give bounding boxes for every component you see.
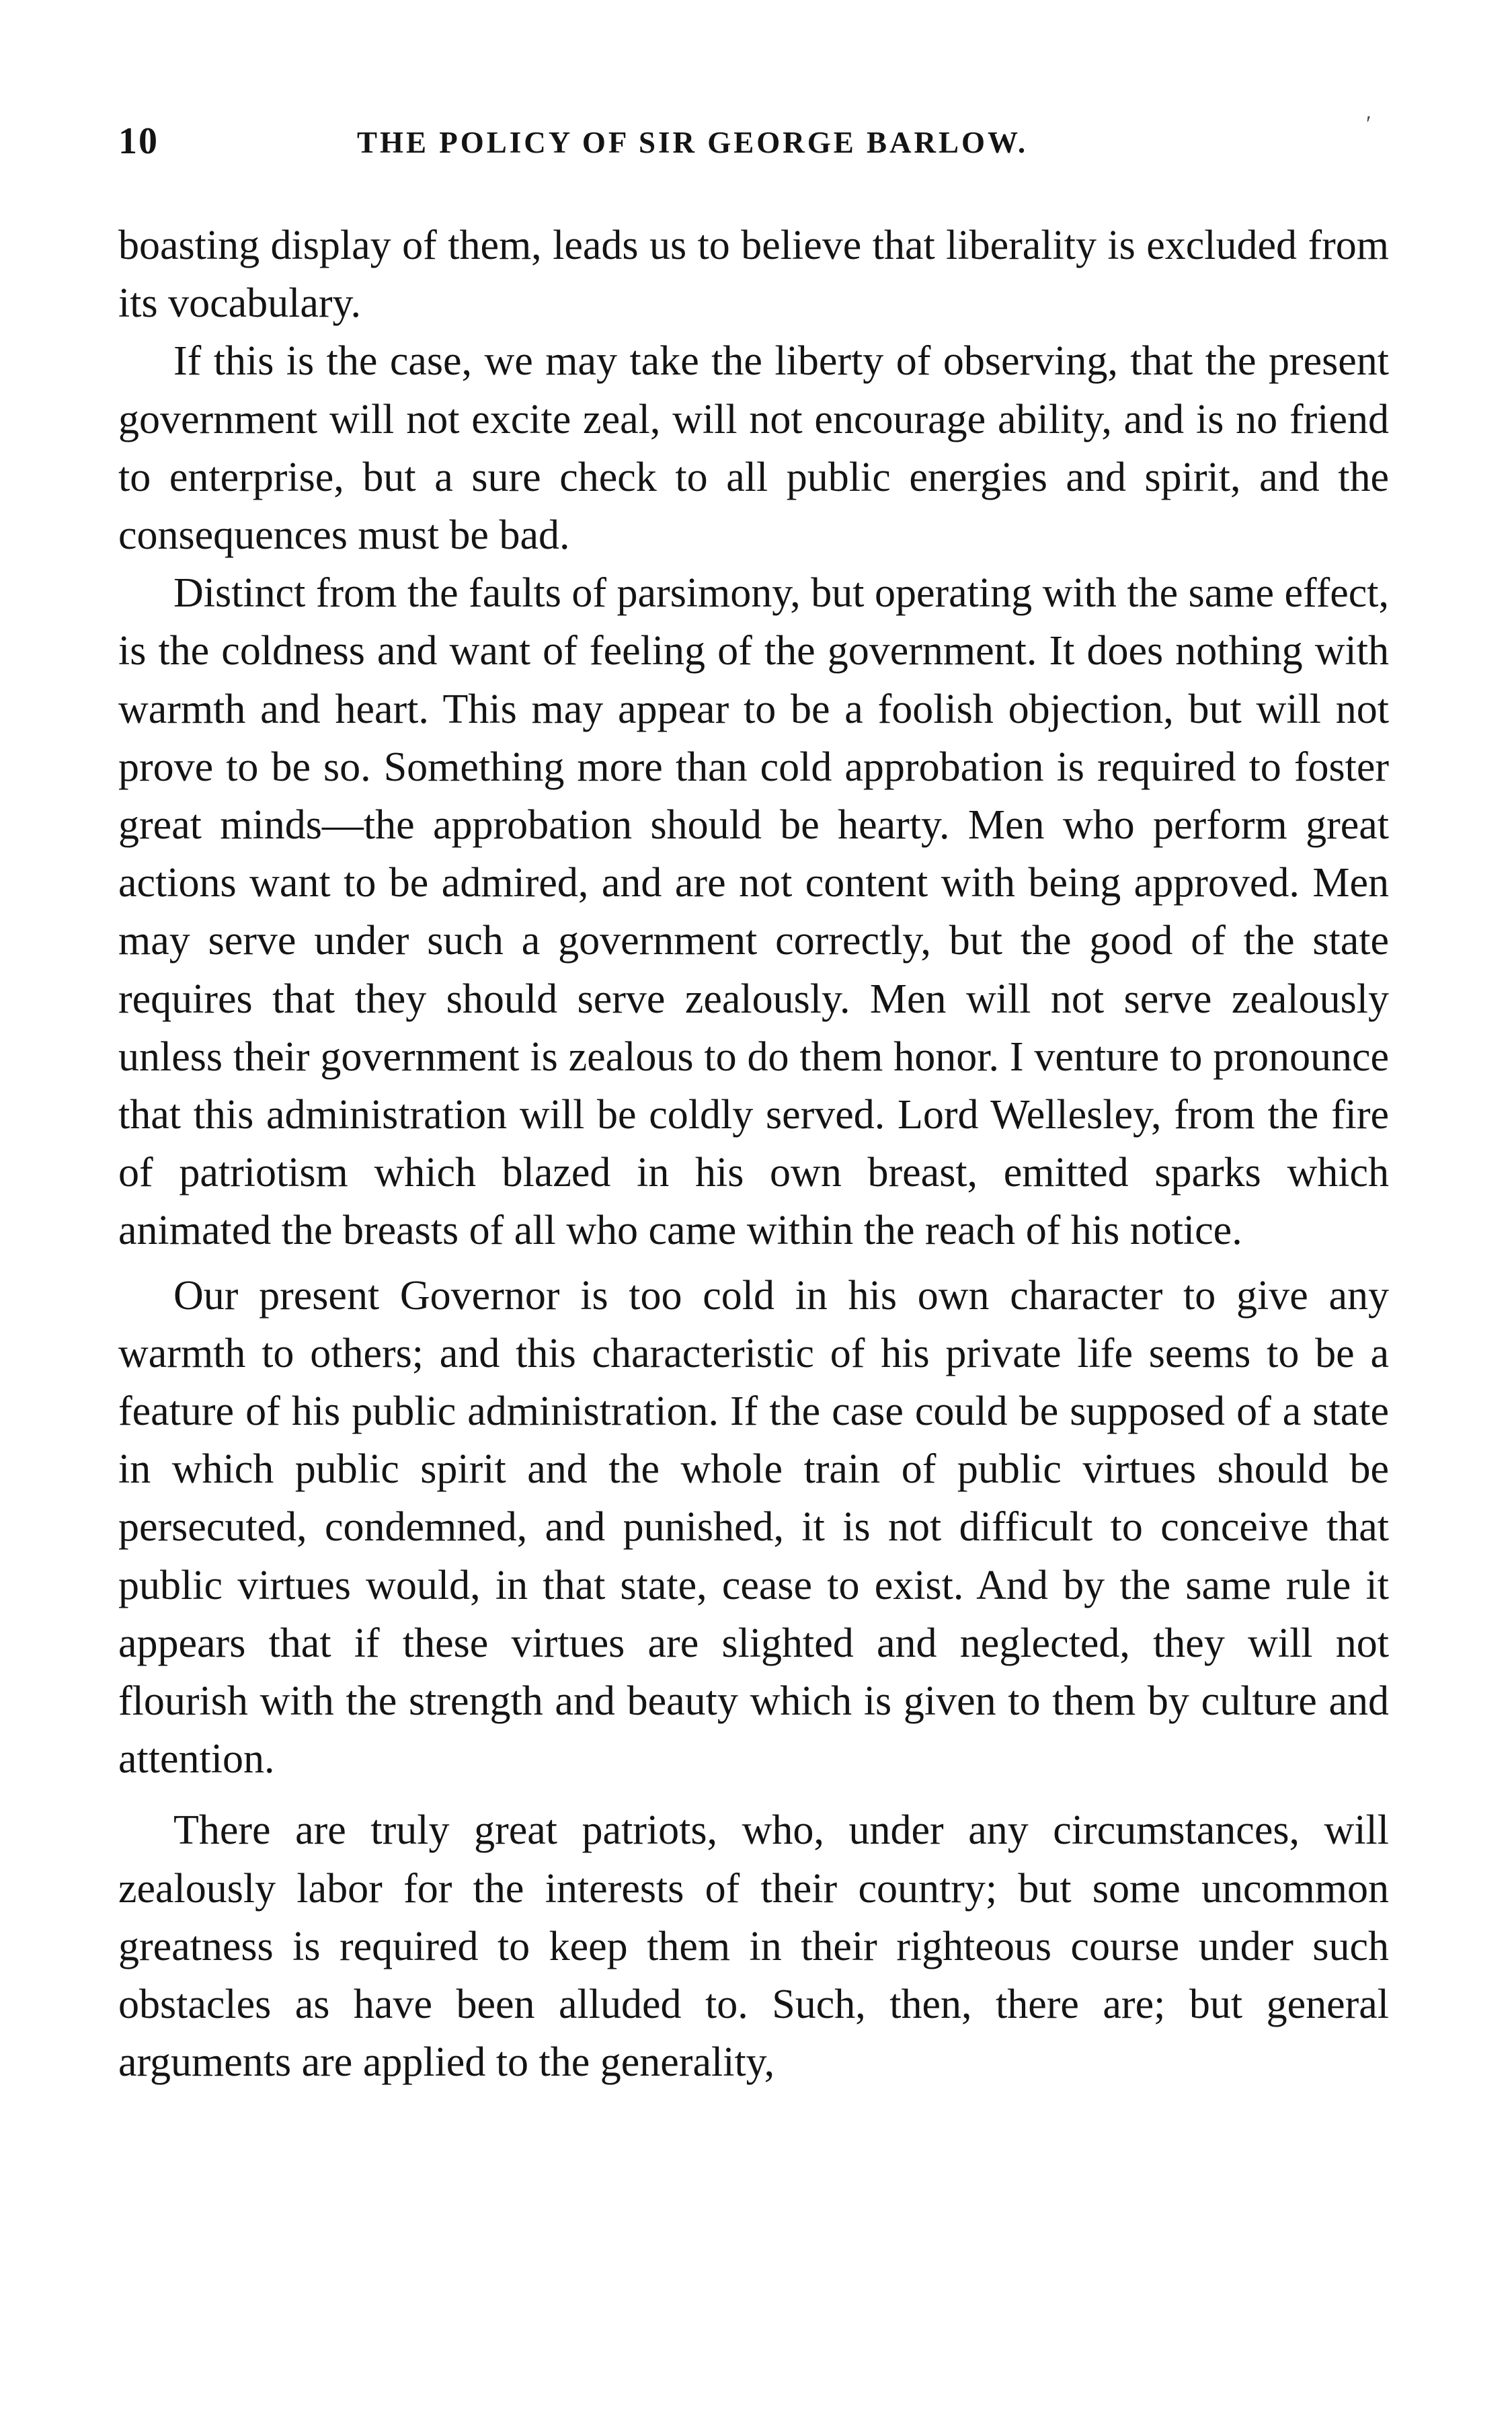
paragraph: Distinct from the faults of parsimony, but operating with the same effect, is the coldness and want of feeling of the government. It does nothing with warmth and heart. This may appear to be a foolish objection, but will not prove to be so. Something more than cold approbation is required to foster great minds—the approbation should be hearty. Men who perform great actions want to be admired, and are not content with being approved. Men may serve under such a government correctly, but the good of the state requires that they should serve zealously. Men will not serve zealously unless their government is zealous to do them honor. I venture to pronounce that this administration will be coldly served. Lord Wellesley, from the fire of patriotism which blazed in his own breast, emitted sparks which animated the breasts of all who came within the reach of his notice. — [118, 570, 1389, 1254]
page-number: 10 — [118, 120, 159, 162]
running-head — [118, 120, 1396, 180]
body-text — [118, 217, 1389, 2092]
paragraph: Our present Governor is too cold in his own character to give any warmth to others; and this characteristic of his private life seems to be a feature of his public administration. If the case could be supposed of a state in which public spirit and the whole train of public virtues should be persecuted, condemned, and punished, it is not difficult to conceive that public virtues would, in that state, cease to exist. And by the same rule it appears that if these virtues are slighted and neglected, they will not flourish with the strength and beauty which is given to them by culture and attention. — [118, 1272, 1389, 1783]
running-title: THE POLICY OF SIR GEORGE BARLOW. — [357, 126, 1029, 159]
stray-ink-mark: ′ — [1366, 112, 1371, 136]
paragraph-continued: boasting display of them, leads us to believe that liberality is excluded from its vocabulary. — [118, 223, 1389, 327]
paragraph: If this is the case, we may take the liberty of observing, that the present government will not excite zeal, will not encourage ability, and is no friend to enterprise, but a sure check to all public energies and spirit, and the consequences must be bad. — [118, 338, 1389, 559]
paragraph: There are truly great patriots, who, under any circumstances, will zealously labor for the interests of their country; but some uncommon greatness is required to keep them in their righteous course under such obstacles as have been alluded to. Such, then, there are; but general arguments are applied to the generality, — [118, 1807, 1389, 2086]
